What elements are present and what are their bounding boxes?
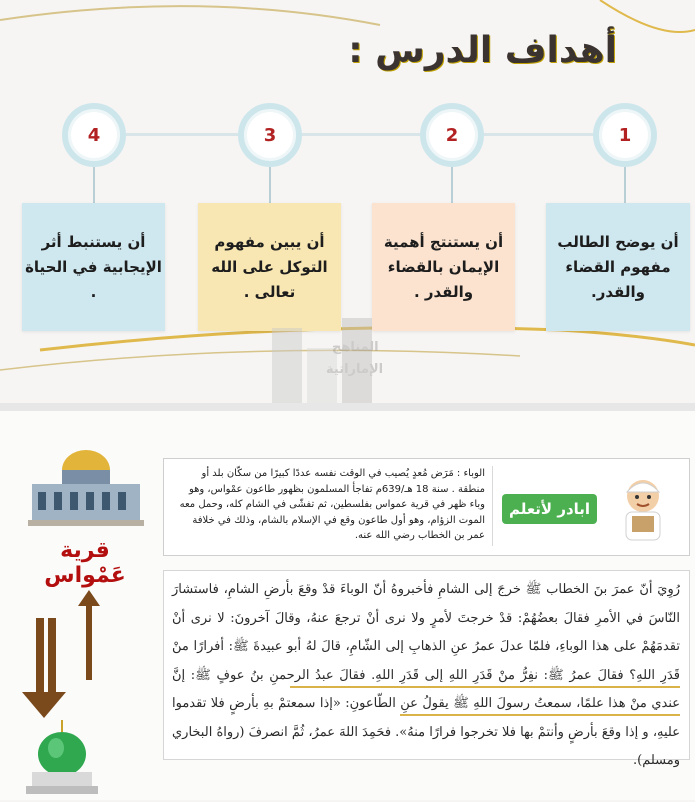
page-title: أهداف الدرس :	[348, 30, 617, 71]
step-2-circle	[420, 103, 484, 167]
step-3-circle	[238, 103, 302, 167]
green-dome-icon	[22, 718, 102, 798]
hadith-highlight-underline	[290, 686, 680, 688]
step-stem	[269, 167, 271, 203]
step-stem	[93, 167, 95, 203]
objective-text: أن يوضح الطالب مفهوم القضاء والقدر.	[557, 232, 679, 301]
objective-text: أن يستنتج أهمية الإيمان بالقضاء والقدر .	[383, 232, 504, 301]
arrow-down-icon	[14, 618, 74, 718]
objective-text: أن يستنبط أثر الإيجابية في الحياة .	[25, 232, 162, 301]
definition-text: الوباء : مَرَض مُعدٍ يُصيب في الوقت نفسه عددًا كبيرًا من سكّان بلد أو منطقة . سنة 18 هـ/639م تفاجأ المسلمون بظهور طاعون عمْواس، وهو وباء ظهر في قرية عمواس بفلسطين، ثم تفشّى في الشام كله، وحمل معه الموت الزؤام، وهو أول طاعون وقع في الإسلام بالشام، وذلك في خلافة عمر بن الخطاب رضي الله عنه.	[179, 468, 485, 541]
step-1-circle	[593, 103, 657, 167]
watermark-text: الإماراتية	[326, 362, 384, 377]
step-number: 1	[618, 124, 632, 146]
village-label: قرية عَمْواس	[44, 538, 126, 588]
objective-card-3	[198, 203, 341, 331]
definition-separator	[492, 466, 493, 546]
hadith-highlight-underline	[400, 714, 680, 716]
step-4-circle	[62, 103, 126, 167]
learn-badge-label: ابادر لأتعلم	[502, 494, 597, 524]
arrow-up-icon	[78, 590, 100, 680]
section-divider	[0, 403, 695, 411]
watermark-text: المناهج	[332, 340, 379, 355]
step-number: 3	[263, 124, 277, 146]
step-number: 2	[445, 124, 459, 146]
learn-badge	[500, 472, 680, 544]
student-reading-icon	[608, 472, 678, 542]
step-stem	[624, 167, 626, 203]
step-number: 4	[87, 124, 101, 146]
objective-card-2	[372, 203, 515, 331]
step-stem	[451, 167, 453, 203]
steps-connector	[90, 133, 630, 136]
hadith-text: رُوِيَ أنّ عمرَ بنَ الخطاب ﷺ خرجَ إلى الشامِ فأخبروهُ أنّ الوباءَ قدْ وقعَ بأرضِ الشامِ، فاستشارَ النّاسَ في الأمرِ فقالَ بعضُهُمْ: قدْ خرجتَ لأمرٍ ولا نرى أنْ ترجعَ عنهُ، وقالَ آخرونَ: لا نرى أنْ تقدمَهُمْ على هذا الوباءِ، فلمّا عدلَ عمرُ عنِ الذهابِ إلى الشّامِ، قالَ لهُ أبو عبيدةَ ﷺ: أفرارًا منْ قَدَرِ اللهِ؟ فقالَ عمرُ ﷺ: نفِرُّ منْ قَدَرِ اللهِ إلى قَدَرِ اللهِ. فقالَ عبدُ الرحمنِ بنُ عوفٍ ﷺ: إنَّ عندي منْ هذا علمًا، سمعتُ رسولَ اللهِ ﷺ يقولُ عنِ الطّاعونِ: «إذا سمعتمْ بهِ بأرضٍ فلا تقدموا عليهِ، و إذا وقعَ بأرضٍ وأنتمْ بها فلا تخرجوا فرارًا منهُ». فحَمِدَ اللهَ عمرُ، ثُمَّ انصرفَ (رواهُ البخاري ومسلم).	[172, 582, 680, 768]
objective-text: أن يبين مفهوم التوكل على الله تعالى .	[211, 232, 328, 301]
objective-card-4	[22, 203, 165, 331]
objective-card-1	[546, 203, 690, 331]
dome-of-the-rock-icon	[26, 440, 146, 530]
